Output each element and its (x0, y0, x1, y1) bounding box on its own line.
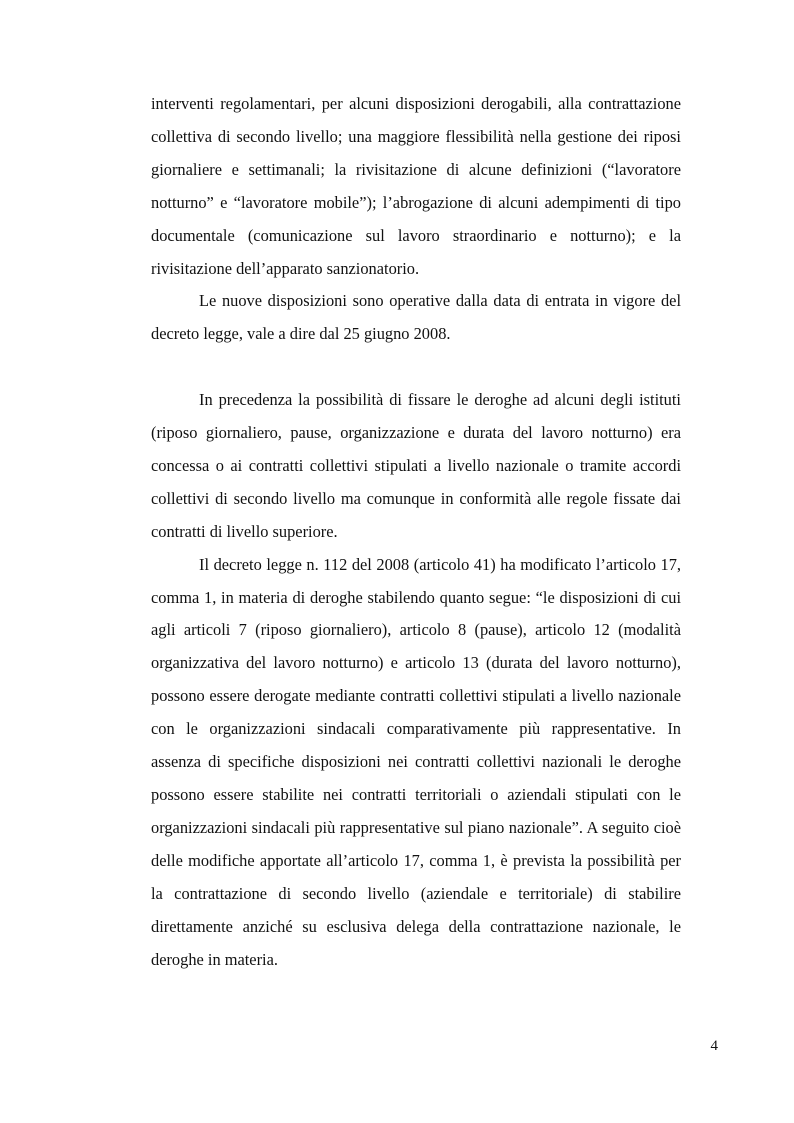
body-text (151, 88, 681, 976)
page-number: 4 (710, 1038, 718, 1054)
paragraph-spacer (151, 351, 681, 384)
paragraph-decree-112: Il decreto legge n. 112 del 2008 (articolo 41) ha modificato l’articolo 17, comma 1, in materia di deroghe stabilendo quanto segue: “le disposizioni di cui agli articoli 7 (riposo giornaliero), articolo 8 (pause), articolo 12 (modalità organizzativa del lavoro notturno) e articolo 13 (durata del lavoro notturno), possono essere derogate mediante contratti collettivi stipulati a livello nazionale con le organizzazioni sindacali comparativamente più rappresentative. In assenza di specifiche disposizioni nei contratti collettivi nazionali le deroghe possono essere stabilite nei contratti territoriali o aziendali stipulati con le organizzazioni sindacali più rappresentative sul piano nazionale”. A seguito cioè delle modifiche apportate all’articolo 17, comma 1, è prevista la possibilità per la contrattazione di secondo livello (aziendale e territoriale) di stabilire direttamente anziché su esclusiva delega della contrattazione nazionale, le deroghe in materia. (151, 554, 681, 969)
paragraph-continuation: interventi regolamentari, per alcuni disposizioni derogabili, alla contrattazione collettiva di secondo livello; una maggiore flessibilità nella gestione dei riposi giornaliere e settimanali; la rivisitazione di alcune definizioni (“lavoratore notturno” e “lavoratore mobile”); l’abrogazione di alcuni adempimenti di tipo documentale (comunicazione sul lavoro straordinario e notturno); e la rivisitazione dell’apparato sanzionatorio. (151, 94, 681, 278)
paragraph-effective-date: Le nuove disposizioni sono operative dalla data di entrata in vigore del decreto legge, vale a dire dal 25 giugno 2008. (151, 291, 681, 344)
paragraph-previous-regime: In precedenza la possibilità di fissare le deroghe ad alcuni degli istituti (riposo giornaliero, pause, organizzazione e durata del lavoro notturno) era concessa o ai contratti collettivi stipulati a livello nazionale o tramite accordi collettivi di secondo livello ma comunque in conformità alle regole fissate dai contratti di livello superiore. (151, 390, 681, 541)
